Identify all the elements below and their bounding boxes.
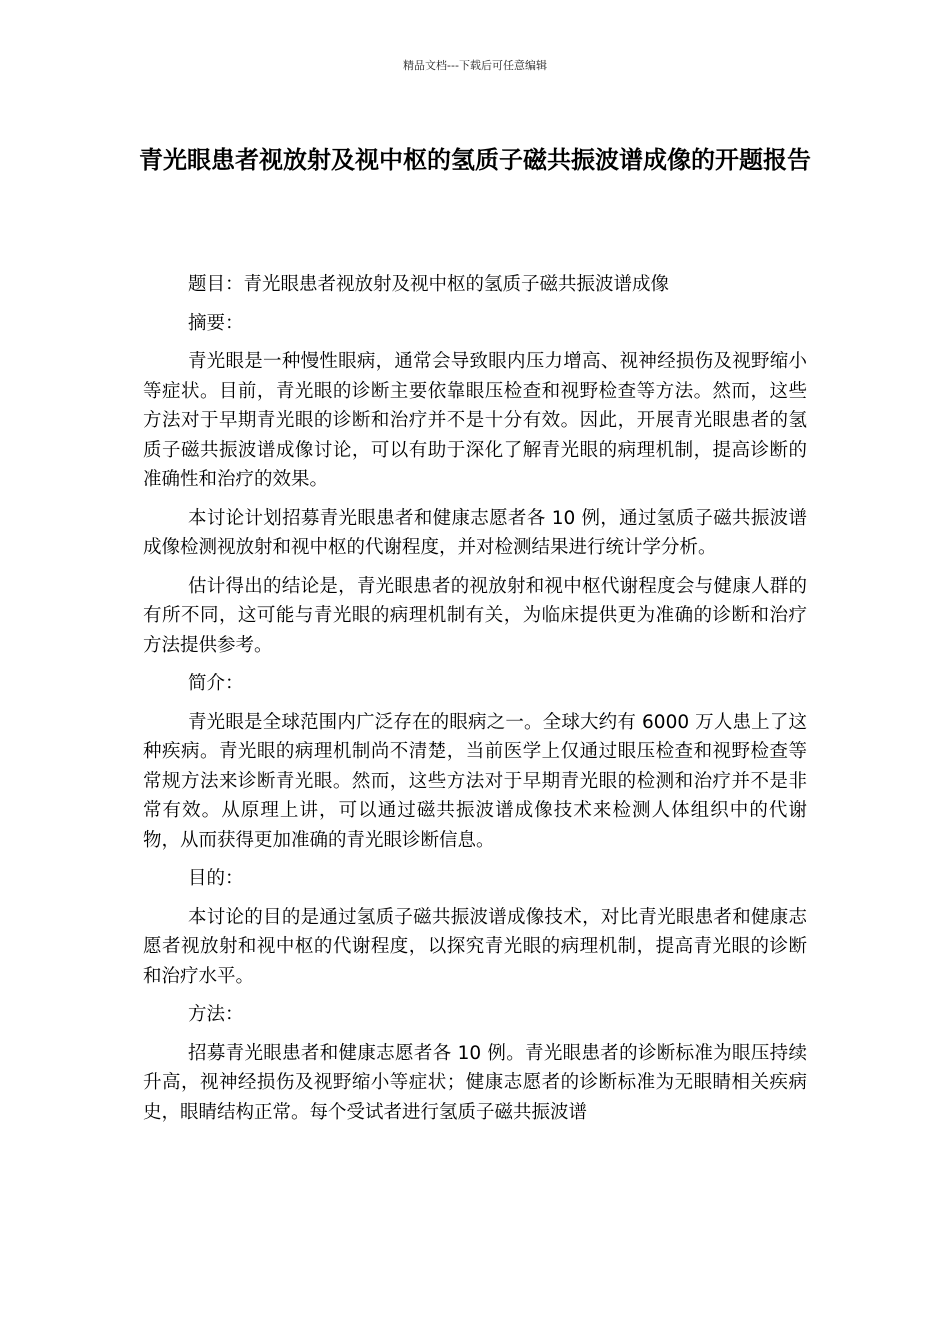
abstract-heading: 摘要：	[188, 312, 244, 334]
purpose-heading: 目的：	[188, 868, 244, 889]
purpose-paragraph: 本讨论的目的是通过氢质子磁共振波谱成像技术，对比青光眼患者和健康志愿者视放射和视中枢的代谢程度，以探究青光眼的病理机制，提高青光眼的诊断和治疗水平。	[143, 906, 807, 987]
document-title: 青光眼患者视放射及视中枢的氢质子磁共振波谱成像的开题报告	[139, 146, 811, 174]
topic-line: 题目：青光眼患者视放射及视中枢的氢质子磁共振波谱成像	[188, 274, 670, 295]
method-paragraph: 招募青光眼患者和健康志愿者各 10 例。青光眼患者的诊断标准为眼压持续升高，视神经损伤及视野缩小等症状；健康志愿者的诊断标准为无眼睛相关疾病史，眼睛结构正常。每个受试者进行氢质子磁共振波谱	[143, 1042, 807, 1123]
abstract-paragraph-2: 本讨论计划招募青光眼患者和健康志愿者各 10 例，通过氢质子磁共振波谱成像检测视放射和视中枢的代谢程度，并对检测结果进行统计学分析。	[143, 507, 807, 558]
document-body	[143, 270, 807, 1136]
intro-heading: 简介：	[188, 673, 244, 694]
abstract-paragraph-3: 估计得出的结论是，青光眼患者的视放射和视中枢代谢程度会与健康人群的有所不同，这可能与青光眼的病理机制有关，为临床提供更为准确的诊断和治疗方法提供参考。	[143, 575, 807, 656]
method-heading: 方法：	[188, 1004, 244, 1025]
intro-paragraph: 青光眼是全球范围内广泛存在的眼病之一。全球大约有 6000 万人患上了这种疾病。青光眼的病理机制尚不清楚，当前医学上仅通过眼压检查和视野检查等常规方法来诊断青光眼。然而，这些方法对于早期青光眼的检测和治疗并不是非常有效。从原理上讲，可以通过磁共振波谱成像技术来检测人体组织中的代谢物，从而获得更加准确的青光眼诊断信息。	[143, 711, 807, 851]
page-header: 精品文档---下载后可任意编辑	[403, 59, 547, 72]
abstract-paragraph-1: 青光眼是一种慢性眼病，通常会导致眼内压力增高、视神经损伤及视野缩小等症状。目前，青光眼的诊断主要依靠眼压检查和视野检查等方法。然而，这些方法对于早期青光眼的诊断和治疗并不是十分有效。因此，开展青光眼患者的氢质子磁共振波谱成像讨论，可以有助于深化了解青光眼的病理机制，提高诊断的准确性和治疗的效果。	[143, 351, 807, 490]
